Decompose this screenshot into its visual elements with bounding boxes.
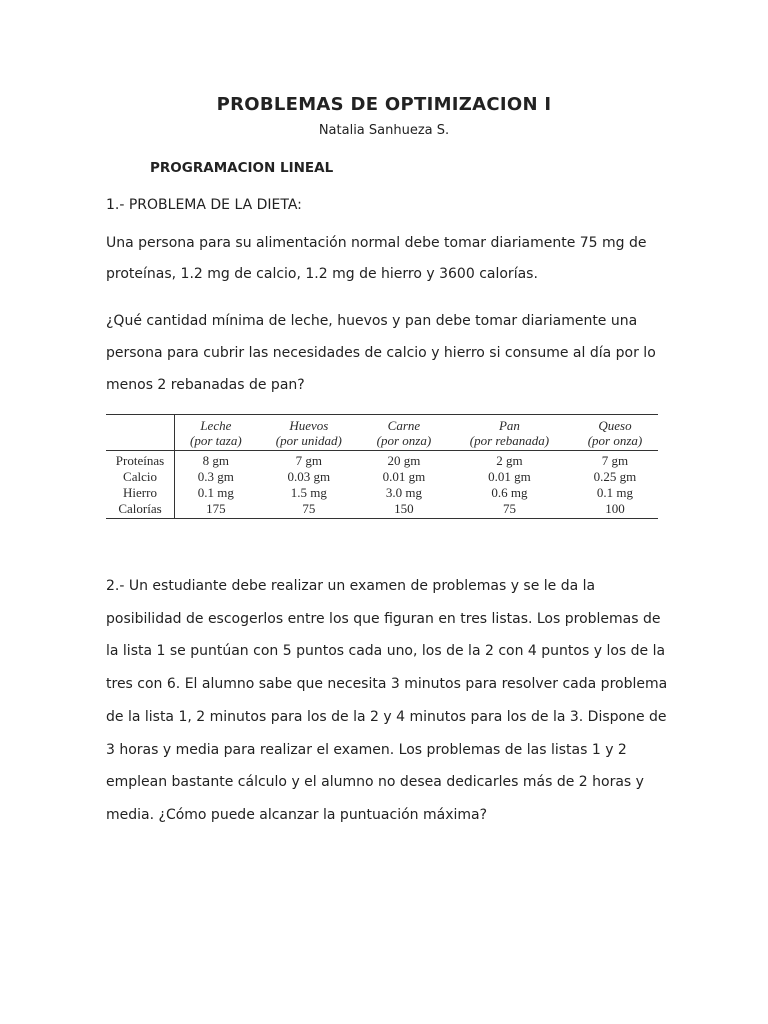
table-cell: 0.01 gm [382,469,426,484]
column-header-leche [175,415,257,451]
text-line: 2.- Un estudiante debe realizar un examen de problemas y se le da la [106,578,596,594]
column-unit: (por onza) [587,433,643,448]
table-cell: 7 gm [601,453,629,468]
table-row-hierro [106,485,658,501]
problem-1-statement [106,228,666,290]
table-cell: 75 [302,501,316,516]
table-cell: 0.01 gm [488,469,531,484]
column-header-queso [572,415,658,451]
column-name: Pan [498,418,520,433]
table-cell: 175 [206,501,226,516]
text-line: persona para cubrir las necesidades de calcio y hierro si consume al día por lo [106,345,656,361]
table-row-proteinas [106,451,658,470]
column-header-carne [361,415,447,451]
table-cell: 100 [605,501,625,516]
row-label: Calorías [106,501,175,519]
problem-1-title: 1.- PROBLEMA DE LA DIETA: [106,197,302,213]
table-row-calorias [106,501,658,519]
table-cell: 1.5 mg [290,485,327,500]
table-cell: 3.0 mg [385,485,422,500]
table-header-row [106,415,658,451]
table-cell: 8 gm [202,453,230,468]
row-label: Hierro [106,485,175,501]
text-line: menos 2 rebanadas de pan? [106,377,305,393]
column-unit: (por rebanada) [469,433,550,448]
text-line: de la lista 1, 2 minutos para los de la 2 y 4 minutos para los de la 3. Dispone de [106,708,667,725]
text-line: emplean bastante cálculo y el alumno no desea dedicarles más de 2 horas y [106,774,644,791]
table-cell: 0.6 mg [491,485,528,500]
text-line: ¿Qué cantidad mínima de leche, huevos y pan debe tomar diariamente una [106,313,638,329]
row-label: Proteínas [106,451,175,470]
table-cell: 0.03 gm [287,469,331,484]
column-unit: (por onza) [376,433,432,448]
row-label: Calcio [106,469,175,485]
table-cell: 75 [502,501,516,516]
column-name: Huevos [289,418,329,433]
column-name: Carne [387,418,421,433]
table-cell: 0.3 gm [197,469,234,484]
table-row-calcio [106,469,658,485]
text-line: proteínas, 1.2 mg de calcio, 1.2 mg de hierro y 3600 calorías. [106,266,538,282]
table-cell: 7 gm [295,453,322,468]
text-line: tres con 6. El alumno sabe que necesita 3 minutos para resolver cada problema [106,676,668,693]
table-cell: 0.25 gm [593,469,637,484]
table-cell: 20 gm [387,453,421,468]
document-title: PROBLEMAS DE OPTIMIZACION I [216,94,552,115]
text-line: media. ¿Cómo puede alcanzar la puntuación máxima? [106,806,488,823]
column-name: Leche [200,418,232,433]
nutrition-table [106,414,658,519]
column-unit: (por unidad) [275,433,342,448]
column-name: Queso [598,418,632,433]
table-cell: 0.1 mg [197,485,234,500]
column-header-huevos [257,415,361,451]
text-line: la lista 1 se puntúan con 5 puntos cada uno, los de la 2 con 4 puntos y los de la [106,643,666,660]
table-cell: 150 [394,501,414,516]
table-cell: 2 gm [496,453,523,468]
table-cell: 0.1 mg [596,485,634,500]
table-corner-cell [106,415,175,451]
section-heading: PROGRAMACION LINEAL [150,160,334,176]
problem-2-statement [106,570,666,832]
problem-1-question [106,305,666,401]
column-unit: (por taza) [190,433,242,448]
text-line: 3 horas y media para realizar el examen. Los problemas de las listas 1 y 2 [106,741,627,758]
author-name: Natalia Sanhueza S. [318,123,450,138]
text-line: Una persona para su alimentación normal debe tomar diariamente 75 mg de [106,235,647,251]
column-header-pan [447,415,572,451]
text-line: posibilidad de escogerlos entre los que figuran en tres listas. Los problemas de [106,610,661,627]
